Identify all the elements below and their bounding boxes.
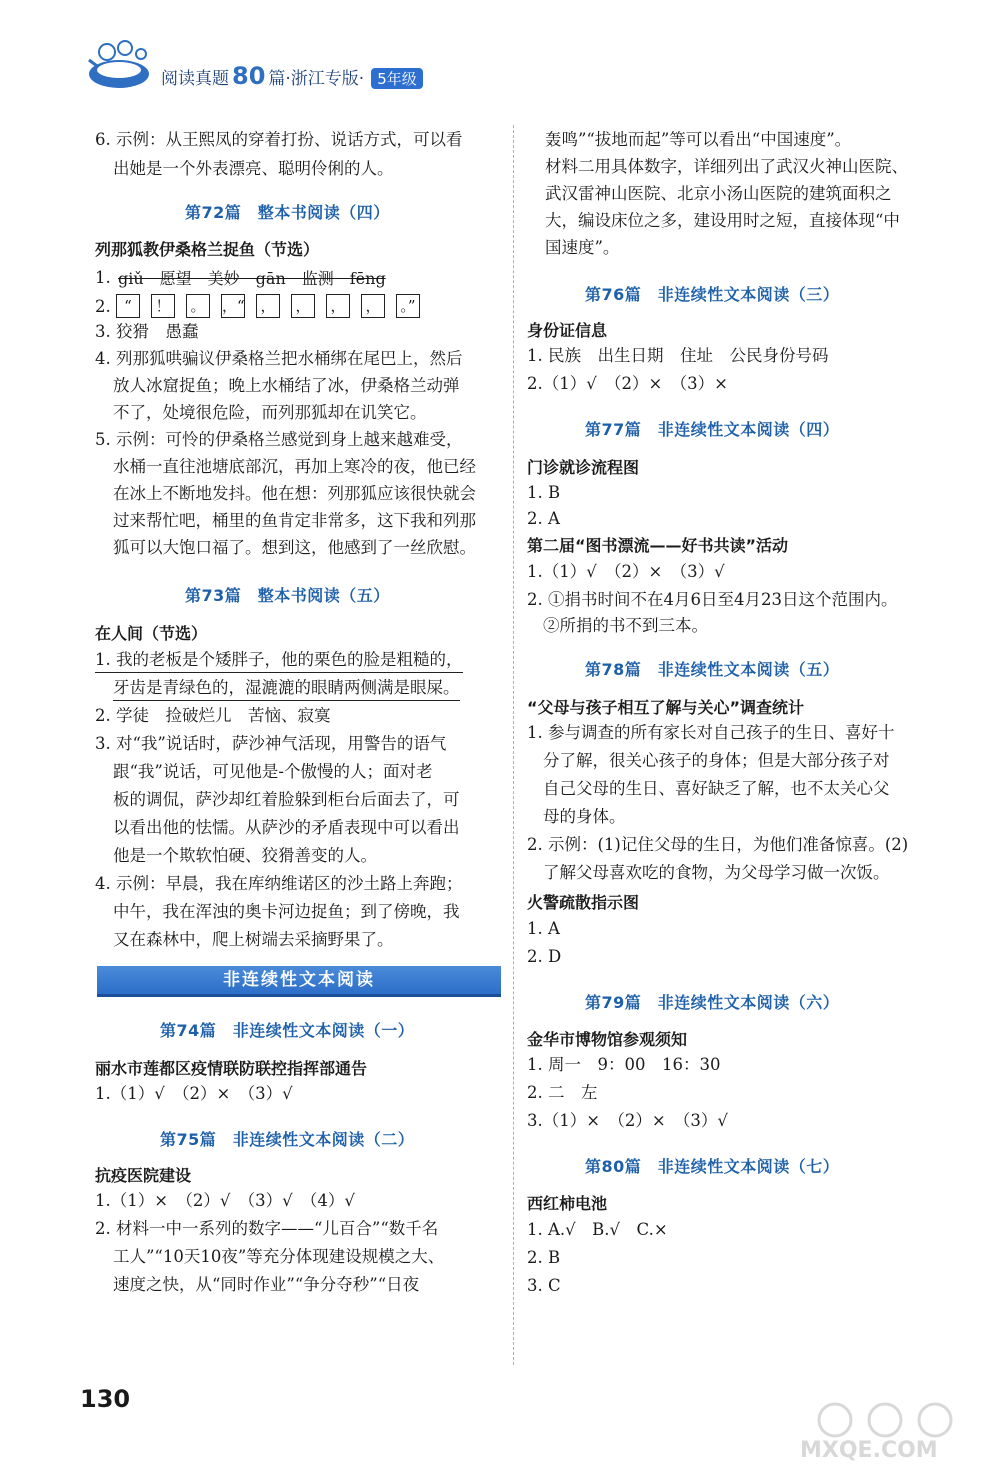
answer-line: 1. 民族 出生日期 住址 公民身份号码 [527, 346, 829, 365]
answer-line: 出她是一个外表漂亮、聪明伶俐的人。 [113, 159, 394, 178]
punctuation-boxes [116, 294, 420, 318]
section-title-79: 第79篇 非连续性文本阅读（六） [585, 993, 840, 1012]
answer-line: 1. 周一 9：00 16：30 [527, 1055, 721, 1074]
passage-title: 西红柿电池 [527, 1194, 608, 1213]
page-number: 130 [80, 1385, 131, 1413]
watermark-text: MXQE.COM [800, 1438, 938, 1463]
answer-line: 4. 示例：早晨，我在库纳维诺区的沙土路上奔跑； [95, 874, 463, 893]
pinyin-answers: giǔ 愿望 美妙 gān 监测 fēng [118, 269, 386, 288]
answer-line: 2. 学徒 捡破烂儿 苦恼、寂寞 [95, 706, 331, 725]
answer-line: 1.（1）√ （2）× （3）√ [527, 562, 725, 581]
answer-line: 国速度”。 [545, 238, 620, 257]
answer-line: 了解父母喜欢吃的食物，为父母学习做一次饭。 [543, 863, 890, 882]
answer-line: 在冰上不断地发抖。他在想：列那狐应该很快就会 [113, 484, 476, 503]
answer-line: 1.（1）√ （2）× （3）√ [95, 1084, 293, 1103]
cartoon-logo-icon [85, 30, 157, 94]
answer-line: 狐可以大饱口福了。想到这，他感到了一丝欣慰。 [113, 538, 476, 557]
answer-label: 1. [95, 268, 111, 287]
answer-line: 6. 示例：从王熙凤的穿着打扮、说话方式，可以看 [95, 130, 463, 149]
section-title-77: 第77篇 非连续性文本阅读（四） [585, 420, 840, 439]
answer-line: 以看出他的怯懦。从萨沙的矛盾表现中可以看出 [113, 818, 460, 837]
answer-line: ②所捐的书不到三本。 [543, 616, 708, 635]
answer-line-underlined: 牙齿是青绿色的，湿漉漉的眼睛两侧满是眼屎。 [113, 676, 460, 701]
punct-box: ，“ [221, 294, 245, 318]
punct-box: “ [116, 294, 140, 318]
punct-box: 。” [396, 294, 420, 318]
punct-box: 。 [186, 294, 210, 318]
answer-line: 速度之快，从“同时作业”“争分夺秒”“日夜 [113, 1275, 420, 1294]
punct-box: ！ [151, 294, 175, 318]
punct-box: ， [326, 294, 350, 318]
passage-title: 第二届“图书漂流——好书共读”活动 [527, 536, 789, 555]
answer-line: 又在森林中，爬上树端去采摘野果了。 [113, 930, 394, 949]
passage-title: 在人间（节选） [95, 624, 208, 643]
watermark-icon [800, 1400, 990, 1440]
answer-line: 跟“我”说话，可见他是-个傲慢的人；面对老 [113, 762, 433, 781]
section-title-72: 第72篇 整本书阅读（四） [185, 203, 390, 222]
answer-label: 2. [95, 297, 111, 316]
answer-line: 不了，处境很危险，而列那狐却在讥笑它。 [113, 403, 427, 422]
answer-line: 2. D [527, 947, 562, 966]
answer-line: 材料二用具体数字，详细列出了武汉火神山医院、 [545, 157, 908, 176]
punct-box: ， [256, 294, 280, 318]
answer-line: 2. 二 左 [527, 1083, 598, 1102]
answer-line: 3. 对“我”说话时，萨沙神气活现，用警告的语气 [95, 734, 447, 753]
book-title [161, 62, 423, 90]
punct-box: ， [291, 294, 315, 318]
punct-box: ， [361, 294, 385, 318]
answer-line: 母的身体。 [543, 807, 626, 826]
title-suffix: 篇·浙江专版· [268, 69, 365, 89]
section-title-74: 第74篇 非连续性文本阅读（一） [160, 1021, 415, 1040]
answer-line: 他是一个欺软怕硬、狡猾善变的人。 [113, 846, 377, 865]
answer-line: 武汉雷神山医院、北京小汤山医院的建筑面积之 [545, 184, 892, 203]
answer-line-underlined: 1. 我的老板是个矮胖子，他的栗色的脸是粗糙的， [95, 648, 463, 673]
answer-line: 3. C [527, 1276, 561, 1295]
column-divider [513, 125, 514, 1365]
answer-line: 3.（1）× （2）× （3）√ [527, 1111, 728, 1130]
passage-title: 丽水市莲都区疫情联防联控指挥部通告 [95, 1059, 368, 1078]
passage-title: 金华市博物馆参观须知 [527, 1030, 688, 1049]
answer-line: 2. ①捐书时间不在4月6日至4月23日这个范围内。 [527, 590, 898, 609]
passage-title: “父母与孩子相互了解与关心”调查统计 [527, 698, 805, 717]
answer-line: 1. 参与调查的所有家长对自己孩子的生日、喜好十 [527, 723, 895, 742]
watermark-logo [800, 1400, 990, 1465]
section-title-80: 第80篇 非连续性文本阅读（七） [585, 1157, 840, 1176]
answer-line: 放人冰窟捉鱼；晚上水桶结了冰，伊桑格兰动弹 [113, 376, 460, 395]
grade-badge: 5年级 [371, 68, 423, 89]
section-title-75: 第75篇 非连续性文本阅读（二） [160, 1130, 415, 1149]
section-title-76: 第76篇 非连续性文本阅读（三） [585, 285, 840, 304]
answer-line: 分了解，很关心孩子的身体；但是大部分孩子对 [543, 751, 890, 770]
answer-line: 2. 示例：(1)记住父母的生日，为他们准备惊喜。(2) [527, 835, 909, 854]
answer-line: 5. 示例：可怜的伊桑格兰感觉到身上越来越难受， [95, 430, 463, 449]
answer-line: 1.（1）× （2）√ （3）√ （4）√ [95, 1191, 355, 1210]
passage-title: 列那狐教伊桑格兰捉鱼（节选） [95, 240, 320, 259]
answer-line: 1. A [527, 919, 560, 938]
passage-title: 身份证信息 [527, 321, 608, 340]
passage-title: 门诊就诊流程图 [527, 458, 640, 477]
answer-line: 工人”“10天10夜”等充分体现建设规模之大、 [113, 1247, 445, 1266]
passage-title: 抗疫医院建设 [95, 1166, 192, 1185]
answer-line: 2. A [527, 509, 560, 528]
answer-line: 2. B [527, 1248, 561, 1267]
answer-line: 大，编设床位之多，建设用时之短，直接体现“中 [545, 211, 900, 230]
answer-line: 自己父母的生日、喜好缺乏了解，也不太关心父 [543, 779, 890, 798]
answer-line: 板的调侃，萨沙却红着脸躲到柜台后面去了，可 [113, 790, 460, 809]
title-prefix: 阅读真题 [161, 69, 229, 89]
passage-title: 火警疏散指示图 [527, 893, 640, 912]
section-banner: 非连续性文本阅读 [97, 966, 501, 997]
answer-line: 4. 列那狐哄骗议伊桑格兰把水桶绑在尾巴上，然后 [95, 349, 463, 368]
answer-line: 轰鸣”“拔地而起”等可以看出“中国速度”。 [545, 130, 852, 149]
section-title-73: 第73篇 整本书阅读（五） [185, 586, 390, 605]
answer-line: 2.（1）√ （2）× （3）× [527, 374, 728, 393]
book-header [85, 22, 485, 102]
section-title-78: 第78篇 非连续性文本阅读（五） [585, 660, 840, 679]
title-number: 80 [232, 62, 266, 90]
answer-line: 水桶一直往池塘底部沉，再加上寒冷的夜，他已经 [113, 457, 476, 476]
answer-line: 中午，我在浑浊的奥卡河边捉鱼；到了傍晚，我 [113, 902, 460, 921]
answer-line: 过来帮忙吧，桶里的鱼肯定非常多，这下我和列那 [113, 511, 476, 530]
answer-line: 3. 狡猾 愚蠢 [95, 322, 199, 341]
answer-line: 1. A.√ B.√ C.× [527, 1220, 668, 1239]
answer-line: 2. 材料一中一系列的数字——“儿百合”“数千名 [95, 1219, 439, 1238]
answer-line: 1. B [527, 483, 561, 502]
